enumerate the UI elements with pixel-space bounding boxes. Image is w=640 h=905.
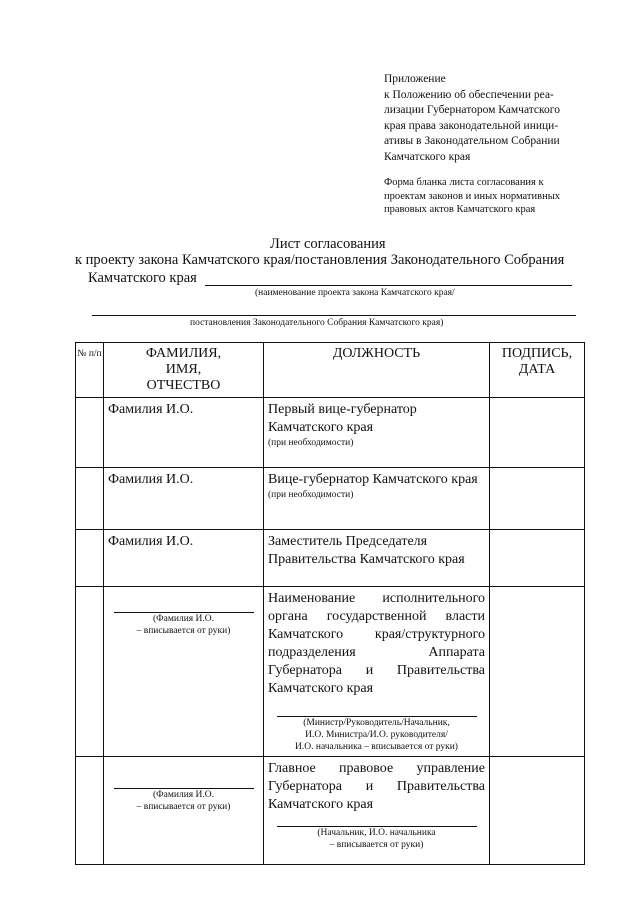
name-hint-line1: (Фамилия И.О. xyxy=(152,614,215,624)
row-name-cell: Фамилия И.О. xyxy=(104,398,264,468)
page-title: Лист согласования xyxy=(270,236,386,252)
project-caption-line1: (наименование проекта закона Камчатского края/ xyxy=(255,288,455,298)
row-signature-cell[interactable] xyxy=(490,757,585,865)
row-name-cell[interactable] xyxy=(104,587,264,757)
page-subtitle: к проекту закона Камчатского края/постановления Законодательного Собрания xyxy=(75,252,565,268)
sign-hint-line1: (Начальник, И.О. начальника xyxy=(317,828,436,838)
row-name-cell: Фамилия И.О. xyxy=(104,530,264,587)
appendix-line: края права законодательной иници- xyxy=(384,119,559,132)
header-name xyxy=(104,343,264,398)
name-hint-line1: (Фамилия И.О. xyxy=(152,790,215,800)
row-num-cell xyxy=(76,468,104,530)
row-position-text: Вице-губернатор Камчатского края xyxy=(268,472,478,487)
form-note-line: Форма бланка листа согласования к xyxy=(384,177,544,188)
row-name-cell: Фамилия И.О. xyxy=(104,468,264,530)
appendix-line: ативы в Законодательном Собрании xyxy=(384,135,560,147)
table-row xyxy=(76,530,585,587)
appendix-line: к Положению об обеспечении реа- xyxy=(384,88,554,101)
appendix-block xyxy=(384,72,592,165)
row-position-cell xyxy=(264,398,490,468)
name-hint-line2: – вписывается от руки) xyxy=(136,626,231,636)
table-row xyxy=(76,587,585,757)
row-position-text: Наименование исполнительного органа государственной власти Камчатского края/структурного подразделения Аппарата Губернатора и Правительства Камчатского края xyxy=(268,591,485,696)
project-name-line xyxy=(205,285,572,286)
row-position-cell xyxy=(264,757,490,865)
header-signature-text: ПОДПИСЬ, ДАТА xyxy=(501,346,573,377)
row-name-cell[interactable] xyxy=(104,757,264,865)
row-position-text: Первый вице-губернатор Камчатского края xyxy=(268,402,417,435)
table-row xyxy=(76,398,585,468)
row-signature-cell[interactable] xyxy=(490,587,585,757)
row-signature-cell[interactable] xyxy=(490,398,585,468)
table-row xyxy=(76,757,585,865)
row-num-cell xyxy=(76,757,104,865)
row-num-cell xyxy=(76,398,104,468)
form-note-line: проектам законов и иных нормативных xyxy=(384,190,561,202)
row-signature-cell[interactable] xyxy=(490,530,585,587)
header-num: № п/п xyxy=(76,343,104,398)
appendix-line: Приложение xyxy=(384,73,446,85)
row-position-note: (при необходимости) xyxy=(268,490,354,500)
kamchatka-label: Камчатского края xyxy=(88,270,197,286)
sign-hint-line2: – вписывается от руки) xyxy=(329,840,424,850)
sign-hint-line2: И.О. Министра/И.О. руководителя/ xyxy=(305,730,448,740)
approval-table xyxy=(75,342,585,865)
sign-hint-line1: (Министр/Руководитель/Начальник, xyxy=(303,718,450,728)
project-name-line-2 xyxy=(92,315,576,316)
appendix-line: лизации Губернатором Камчатского xyxy=(384,104,560,116)
form-note xyxy=(384,176,592,217)
name-hint-line2: – вписывается от руки) xyxy=(136,802,231,812)
row-position-text: Главное правовое управление Губернатора и Правительства Камчатского края xyxy=(268,761,485,812)
row-position-note: (при необходимости) xyxy=(268,438,354,448)
sign-hint-line3: И.О. начальника – вписывается от руки) xyxy=(295,742,458,752)
header-position: ДОЛЖНОСТЬ xyxy=(264,343,490,398)
appendix-line: Камчатского края xyxy=(384,150,471,163)
table-row xyxy=(76,468,585,530)
table-header-row xyxy=(76,343,585,398)
row-num-cell xyxy=(76,530,104,587)
header-name-text: ФАМИЛИЯ, ИМЯ, ОТЧЕСТВО xyxy=(145,346,222,393)
row-position-cell: Заместитель Председателя Правительства Камчатского края xyxy=(264,530,490,587)
form-note-line: правовых актов Камчатского края xyxy=(384,204,536,215)
header-signature xyxy=(490,343,585,398)
row-num-cell xyxy=(76,587,104,757)
row-signature-cell[interactable] xyxy=(490,468,585,530)
row-position-cell xyxy=(264,468,490,530)
project-caption-line2: постановления Законодательного Собрания Камчатского края) xyxy=(190,318,444,328)
row-position-cell xyxy=(264,587,490,757)
